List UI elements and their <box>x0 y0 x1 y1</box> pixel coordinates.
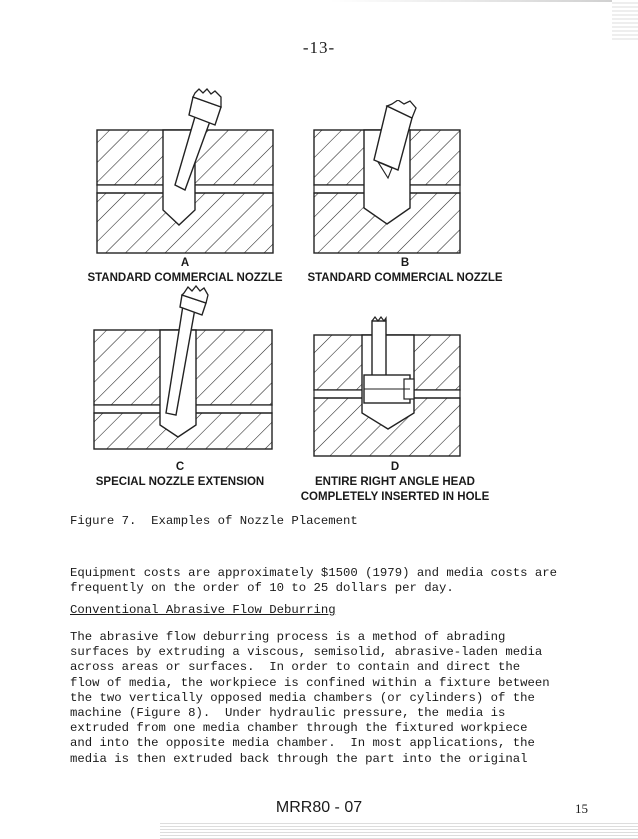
paragraph-line: the two vertically opposed media chambers (or cylinders) of the <box>70 690 535 705</box>
scan-artifact-corner <box>612 0 638 40</box>
paragraph-line: and into the opposite media chamber. In most applications, the <box>70 736 535 751</box>
figure-a-caption-line-1: STANDARD COMMERCIAL NOZZLE <box>87 272 283 284</box>
paragraph-line: Equipment costs are approximately $1500 (1979) and media costs are <box>70 566 558 580</box>
section-heading: Conventional Abrasive Flow Deburring <box>70 603 336 617</box>
figure-d-caption-line-1: ENTIRE RIGHT ANGLE HEAD <box>315 476 475 488</box>
figure-c-caption <box>55 460 305 490</box>
figure-a-caption <box>60 256 310 286</box>
footer-document-id: MRR80 - 07 <box>275 799 363 816</box>
figure-a-letter: A <box>180 257 190 269</box>
figure-b-letter: B <box>400 257 410 269</box>
figure-d-caption-line-2: COMPLETELY INSERTED IN HOLE <box>300 491 490 503</box>
paragraph-line: The abrasive flow deburring process is a method of abrading <box>70 630 506 644</box>
paragraph-equipment-costs <box>70 566 557 596</box>
scan-artifact-bottom <box>160 822 638 839</box>
paragraph-line: media is then extruded back through the part into the original <box>70 751 528 766</box>
figure-d-letter: D <box>390 461 400 473</box>
figure-d-diagram <box>312 315 462 460</box>
paragraph-line: across areas or surfaces. In order to contain and direct the <box>70 660 521 675</box>
paragraph-abrasive-flow <box>70 630 550 767</box>
paragraph-line: frequently on the order of 10 to 25 dollars per day. <box>70 581 454 596</box>
figure-d-caption <box>270 460 520 505</box>
paragraph-line: flow of media, the workpiece is confined within a fixture between <box>70 675 550 690</box>
paragraph-line: extruded from one media chamber through the fixtured workpiece <box>70 721 528 736</box>
footer-page-number: 15 <box>575 801 588 816</box>
figure-b-caption-line-1: STANDARD COMMERCIAL NOZZLE <box>307 272 503 284</box>
scan-artifact-top <box>330 0 638 2</box>
figure-b-diagram <box>312 100 462 260</box>
figure-a-diagram <box>95 85 275 260</box>
figure-b-caption <box>280 256 530 286</box>
figure-c-caption-line-1: SPECIAL NOZZLE EXTENSION <box>95 476 265 488</box>
figure-c-diagram <box>92 285 274 455</box>
figure-caption: Figure 7. Examples of Nozzle Placement <box>70 514 358 528</box>
page-number: -13- <box>302 38 336 57</box>
paragraph-line: machine (Figure 8). Under hydraulic pressure, the media is <box>70 706 506 721</box>
figure-c-letter: C <box>175 461 185 473</box>
paragraph-line: surfaces by extruding a viscous, semisolid, abrasive-laden media <box>70 645 543 660</box>
